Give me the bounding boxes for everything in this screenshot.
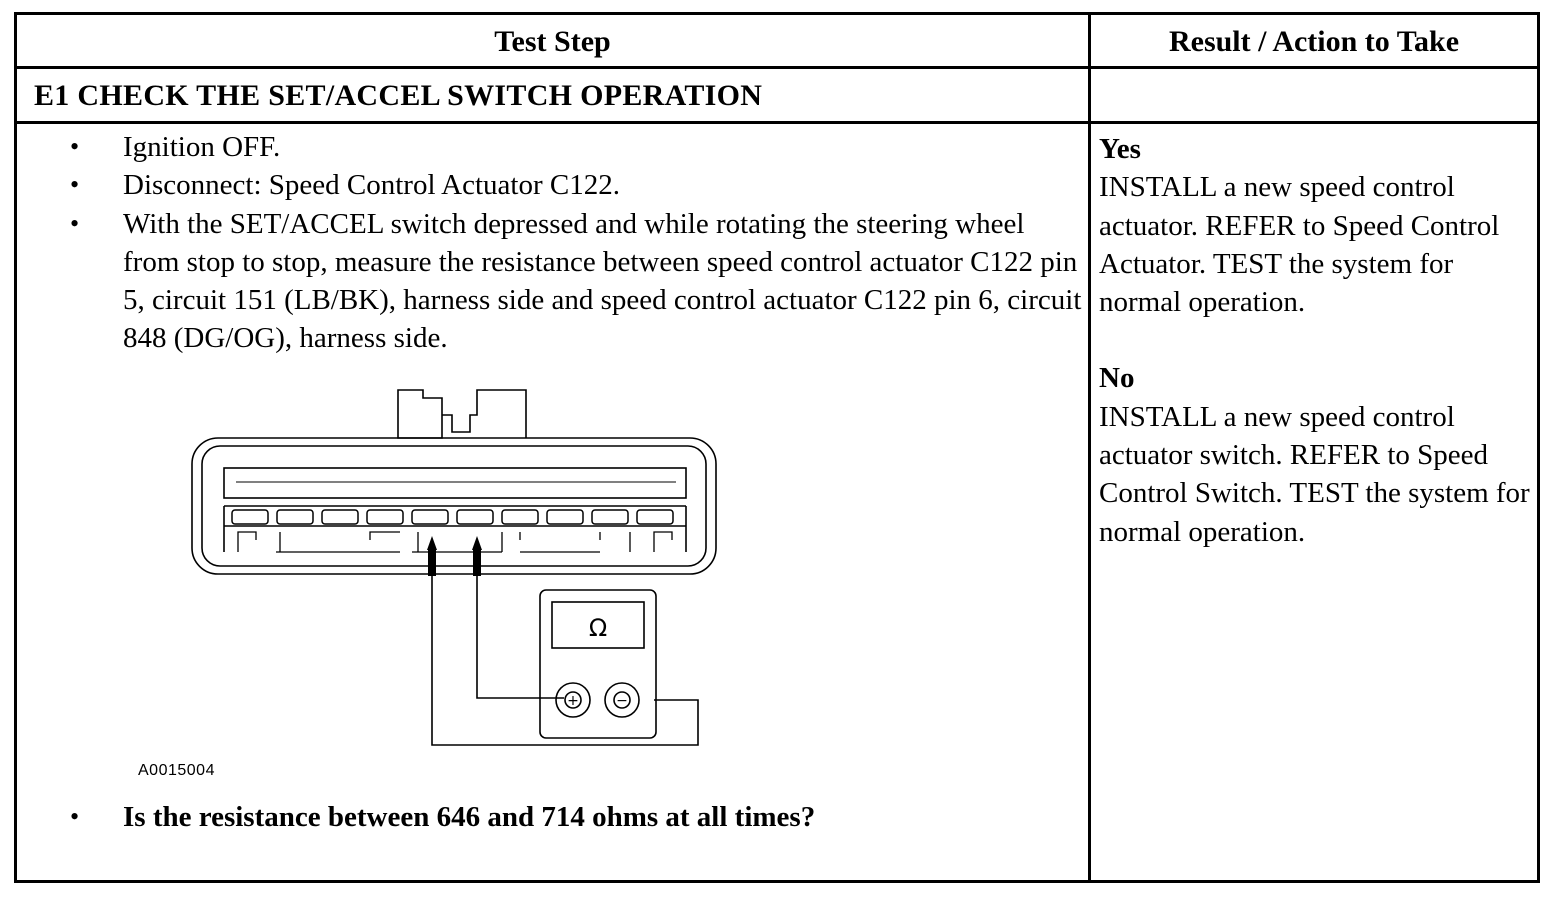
yes-action-text: INSTALL a new speed control actuator. REFER to Speed Control Actuator. TEST the system for normal operation. — [1099, 171, 1500, 319]
bullet-icon: • — [70, 208, 80, 238]
bullet-icon: • — [70, 802, 80, 831]
step-title: E1 CHECK THE SET/ACCEL SWITCH OPERATION — [34, 79, 763, 112]
result-column — [1099, 130, 1539, 551]
plus-terminal-icon: + — [567, 693, 579, 709]
connector-slot — [224, 468, 686, 498]
connector-pin — [502, 510, 538, 524]
step-bullet-list — [62, 128, 1082, 358]
bullet-text: With the SET/ACCEL switch depressed and while rotating the steering wheel from stop to stop, measure the resistance between speed control actuator C122 pin 5, circuit 151 (LB/BK), harness side and speed control actuator C122 pin 6, circuit 848 (DG/OG), harness side. — [123, 207, 1082, 355]
connector-pin — [277, 510, 313, 524]
connector-latch — [398, 390, 442, 438]
list-item — [62, 205, 1082, 358]
header-divider — [14, 66, 1540, 69]
connector-pin — [637, 510, 673, 524]
connector-latch — [442, 390, 526, 438]
connector-pin — [457, 510, 493, 524]
connector-pin — [367, 510, 403, 524]
no-label: No — [1099, 362, 1135, 395]
list-item — [62, 128, 1082, 166]
no-action-text: INSTALL a new speed control actuator switch. REFER to Speed Control Switch. TEST the system for normal operation. — [1099, 400, 1530, 548]
test-probes — [427, 536, 482, 576]
bullet-text: Ignition OFF. — [123, 131, 281, 163]
connector-pins — [232, 510, 673, 552]
connector-pin — [547, 510, 583, 524]
bullet-icon: • — [70, 132, 80, 161]
ohm-symbol: Ω — [588, 614, 608, 642]
ohmmeter — [540, 590, 656, 738]
spacer — [1099, 321, 1539, 359]
connector-pin — [592, 510, 628, 524]
yes-label: Yes — [1099, 133, 1141, 165]
bullet-icon: • — [70, 170, 80, 200]
column-divider — [1088, 14, 1091, 882]
question-text: Is the resistance between 646 and 714 ohms at all times? — [123, 801, 816, 833]
header-result-action: Result / Action to Take — [1168, 25, 1460, 58]
connector-meter-figure — [180, 380, 740, 760]
step-question — [62, 798, 815, 836]
connector-diagram — [180, 380, 740, 760]
connector-pin — [322, 510, 358, 524]
header-test-step: Test Step — [494, 25, 611, 58]
figure-label: A0015004 — [138, 762, 215, 779]
connector-pin — [232, 510, 268, 524]
title-row-divider — [14, 121, 1540, 124]
bullet-text: Disconnect: Speed Control Actuator C122. — [123, 169, 620, 202]
connector-pin — [412, 510, 448, 524]
minus-terminal-icon: − — [616, 693, 628, 709]
list-item — [62, 166, 1082, 204]
